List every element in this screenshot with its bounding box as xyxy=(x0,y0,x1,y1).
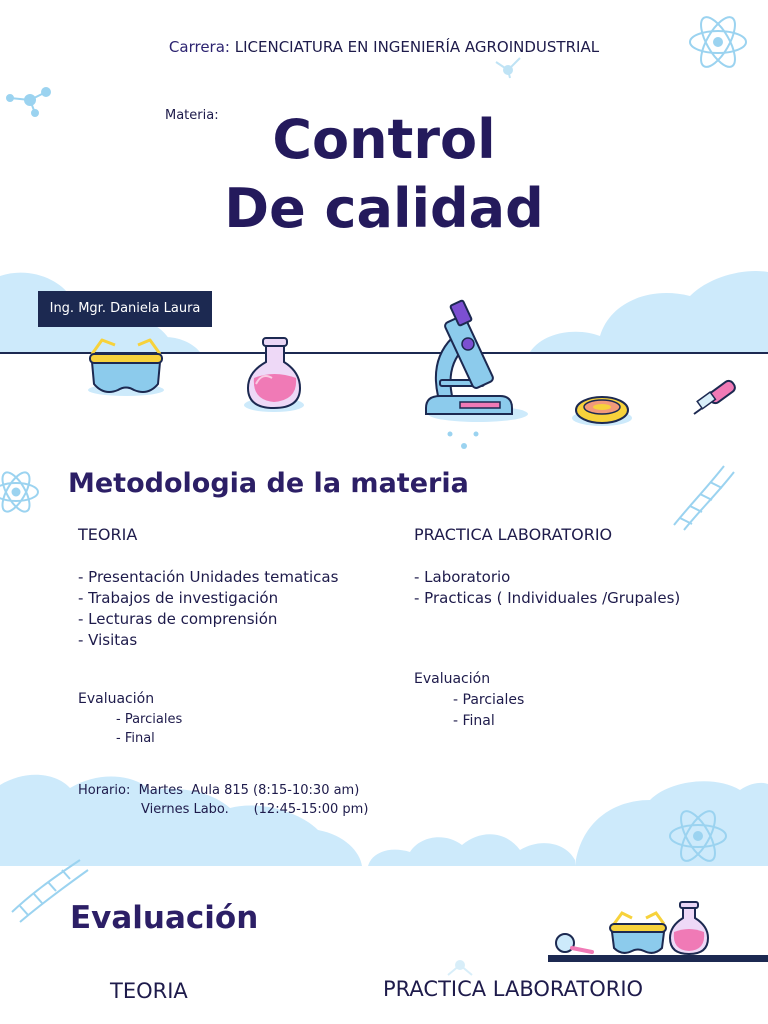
list-item: - Lecturas de comprensión xyxy=(78,610,278,628)
flask-icon xyxy=(244,338,304,412)
molecule-icon xyxy=(448,432,479,450)
list-item: - Parciales xyxy=(453,692,525,708)
practica-eval-list xyxy=(453,690,524,732)
teoria-eval-label: Evaluación xyxy=(78,691,155,707)
atom-icon xyxy=(0,468,38,515)
course-title-line1: Control xyxy=(272,108,496,171)
evaluacion-practica-title: PRACTICA LABORATORIO xyxy=(383,977,644,1001)
schedule-line2: Viernes Labo. (12:45-15:00 pm) xyxy=(141,802,369,817)
list-item: - Laboratorio xyxy=(414,568,511,586)
schedule-line1: Horario: Martes Aula 815 (8:15-10:30 am) xyxy=(78,783,360,798)
list-item: - Practicas ( Individuales /Grupales) xyxy=(414,589,681,607)
dna-icon xyxy=(674,466,734,530)
list-item: - Presentación Unidades tematicas xyxy=(78,568,339,586)
molecule-icon xyxy=(496,58,520,78)
practica-eval-label: Evaluación xyxy=(414,671,491,687)
section-title-metodologia: Metodologia de la materia xyxy=(68,468,469,499)
career-label: Carrera: xyxy=(168,38,230,56)
career-value: LICENCIATURA EN INGENIERÍA AGROINDUSTRIAL xyxy=(234,38,600,56)
materia-label: Materia: xyxy=(165,108,219,123)
microscope-icon xyxy=(426,300,528,422)
list-item: - Visitas xyxy=(78,631,138,649)
instructor-badge: Ing. Mgr. Daniela Laura xyxy=(38,291,212,327)
teoria-list xyxy=(78,567,338,651)
list-item: - Parciales xyxy=(116,712,183,727)
dropper-icon xyxy=(694,379,737,414)
list-item: - Final xyxy=(453,713,495,729)
list-item: - Final xyxy=(116,731,155,746)
teoria-title: TEORIA xyxy=(78,525,138,544)
teoria-eval-list xyxy=(116,710,182,748)
career-line xyxy=(0,38,768,56)
course-title-line2: De calidad xyxy=(224,177,544,240)
practica-list xyxy=(414,567,680,609)
petri-dish-icon xyxy=(572,397,632,426)
section-title-evaluacion: Evaluación xyxy=(70,900,259,936)
practica-title: PRACTICA LABORATORIO xyxy=(414,525,613,544)
list-item: - Trabajos de investigación xyxy=(78,589,279,607)
evaluacion-teoria-title: TEORIA xyxy=(110,979,188,1003)
